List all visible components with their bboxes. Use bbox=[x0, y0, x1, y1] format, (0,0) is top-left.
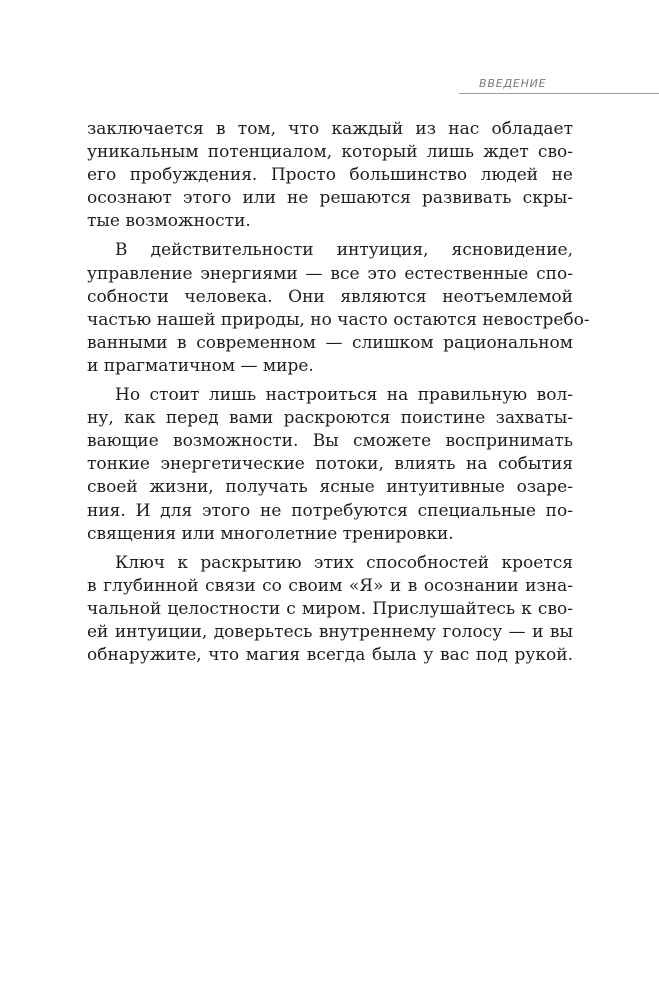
text-line: ей интуиции, доверьтесь внутреннему голосу — и вы bbox=[87, 621, 573, 642]
text-line: собности человека. Они являются неотъемлемой bbox=[87, 286, 573, 307]
text-line: в глубинной связи со своим «Я» и в осознании изна- bbox=[87, 575, 573, 596]
text-line: его пробуждения. Просто большинство людей не bbox=[87, 165, 573, 186]
text-line: уникальным потенциалом, который лишь ждет сво- bbox=[87, 142, 573, 163]
paragraph bbox=[87, 239, 590, 378]
running-head-label: ВВЕДЕНИЕ bbox=[479, 77, 547, 90]
text-line: тые возможности. bbox=[87, 211, 251, 232]
paragraph bbox=[87, 118, 573, 233]
text-line: своей жизни, получать ясные интуитивные озаре- bbox=[87, 477, 573, 498]
text-line: управление энергиями — все это естественные спо- bbox=[87, 263, 573, 284]
text-line: священия или многолетние тренировки. bbox=[87, 523, 454, 544]
text-line: ния. И для этого не потребуются специальные по- bbox=[87, 500, 573, 521]
body-text bbox=[87, 118, 590, 673]
text-line: и прагматичном — мире. bbox=[87, 355, 314, 376]
text-line: ну, как перед вами раскроются поистине захваты- bbox=[87, 408, 573, 429]
text-line: В действительности интуиция, ясновидение, bbox=[115, 240, 573, 261]
text-line: вающие возможности. Вы сможете воспринимать bbox=[87, 431, 573, 452]
text-line: заключается в том, что каждый из нас обладает bbox=[87, 119, 573, 139]
text-line: осознают этого или не решаются развивать скры- bbox=[87, 188, 573, 209]
text-line: Но стоит лишь настроиться на правильную вол- bbox=[115, 385, 573, 406]
paragraph bbox=[87, 384, 573, 546]
text-line: Ключ к раскрытию этих способностей кроется bbox=[115, 552, 573, 573]
paragraph bbox=[87, 552, 573, 667]
text-line: тонкие энергетические потоки, влиять на события bbox=[87, 454, 573, 475]
text-line: чальной целостности с миром. Прислушайтесь к сво- bbox=[87, 598, 573, 619]
running-head-rule bbox=[459, 93, 659, 94]
text-line: частью нашей природы, но часто остаются невостребо- bbox=[87, 309, 590, 330]
text-line: ванными в современном — слишком рациональном bbox=[87, 332, 573, 353]
text-line: обнаружите, что магия всегда была у вас под рукой. bbox=[87, 645, 573, 666]
